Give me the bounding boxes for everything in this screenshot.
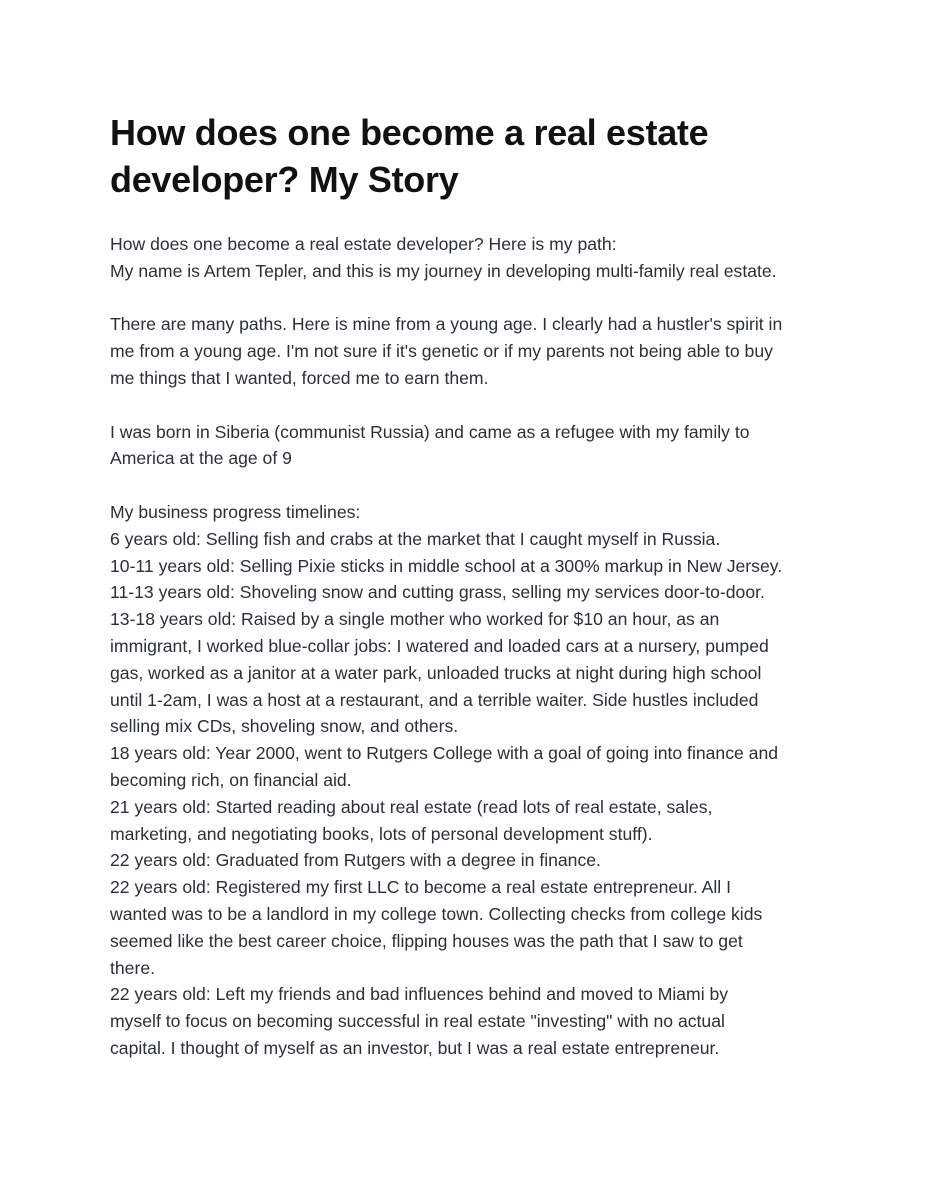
timeline-line: selling mix CDs, shoveling snow, and others.	[110, 716, 459, 737]
timeline-line: immigrant, I worked blue-collar jobs: I watered and loaded cars at a nursery, pumped	[110, 635, 769, 656]
page-title	[110, 109, 826, 203]
timeline-line: wanted was to be a landlord in my college town. Collecting checks from college kids	[110, 903, 763, 924]
text-line: me things that I wanted, forced me to earn them.	[110, 367, 489, 388]
timeline-line: 18 years old: Year 2000, went to Rutgers College with a goal of going into finance and	[110, 743, 779, 764]
timeline-line: 6 years old: Selling fish and crabs at the market that I caught myself in Russia.	[110, 528, 721, 549]
paragraph-paths	[110, 311, 826, 391]
text-line: me from a young age. I'm not sure if it's genetic or if my parents not being able to buy	[110, 341, 773, 362]
text-line: I was born in Siberia (communist Russia) and came as a refugee with my family to	[110, 421, 750, 442]
text-line: My name is Artem Tepler, and this is my journey in developing multi-family real estate.	[110, 260, 777, 281]
timeline-line: becoming rich, on financial aid.	[110, 769, 352, 790]
timeline-line: myself to focus on becoming successful in real estate "investing" with no actual	[110, 1011, 725, 1032]
timeline-line: 11-13 years old: Shoveling snow and cutting grass, selling my services door-to-door.	[110, 582, 765, 603]
timeline-line: seemed like the best career choice, flipping houses was the path that I saw to get	[110, 930, 743, 951]
paragraph-timeline	[110, 499, 826, 1062]
article-body	[110, 231, 826, 1062]
paragraph-born	[110, 419, 826, 473]
timeline-line: 10-11 years old: Selling Pixie sticks in middle school at a 300% markup in New Jersey.	[110, 555, 783, 576]
timeline-line: there.	[110, 957, 155, 978]
title-line: developer? My Story	[110, 159, 459, 200]
text-line: America at the age of 9	[110, 448, 292, 469]
paragraph-spacer	[110, 285, 826, 312]
paragraph-spacer	[110, 392, 826, 419]
timeline-line: gas, worked as a janitor at a water park, unloaded trucks at night during high school	[110, 662, 762, 683]
document-page	[110, 109, 826, 1062]
paragraph-intro	[110, 231, 826, 285]
timeline-line: 22 years old: Registered my first LLC to become a real estate entrepreneur. All I	[110, 877, 731, 898]
timeline-line: capital. I thought of myself as an investor, but I was a real estate entrepreneur.	[110, 1037, 720, 1058]
timeline-line: 22 years old: Graduated from Rutgers with a degree in finance.	[110, 850, 601, 871]
timeline-heading: My business progress timelines:	[110, 501, 361, 522]
timeline-line: until 1-2am, I was a host at a restaurant, and a terrible waiter. Side hustles included	[110, 689, 759, 710]
paragraph-spacer	[110, 472, 826, 499]
timeline-line: 21 years old: Started reading about real estate (read lots of real estate, sales,	[110, 796, 713, 817]
title-line: How does one become a real estate	[110, 112, 709, 153]
text-line: How does one become a real estate developer? Here is my path:	[110, 234, 617, 254]
timeline-line: marketing, and negotiating books, lots of personal development stuff).	[110, 823, 653, 844]
timeline-line: 22 years old: Left my friends and bad influences behind and moved to Miami by	[110, 984, 729, 1005]
timeline-line: 13-18 years old: Raised by a single mother who worked for $10 an hour, as an	[110, 609, 720, 630]
text-line: There are many paths. Here is mine from a young age. I clearly had a hustler's spirit in	[110, 314, 783, 335]
